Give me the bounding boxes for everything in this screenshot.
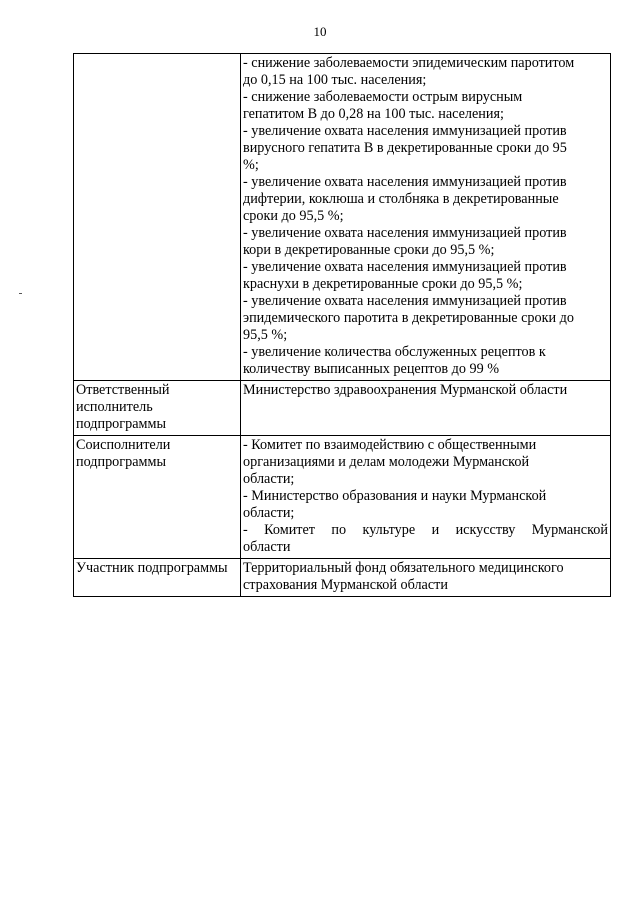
indicator-line: до 0,15 на 100 тыс. населения; <box>243 72 427 88</box>
indicator-line: вирусного гепатита В в декретированные сроки до 95 <box>243 140 567 156</box>
label-line: Соисполнители <box>76 437 171 453</box>
word: искусству <box>455 522 516 538</box>
table-row-participant <box>74 559 611 597</box>
subprogram-passport-table <box>73 53 611 597</box>
value-line: области; <box>243 471 295 487</box>
cell-indicators-value <box>241 54 611 381</box>
cell-indicators-label <box>74 54 241 381</box>
indicator-line: дифтерии, коклюша и столбняка в декретированные <box>243 191 559 207</box>
indicator-line: - снижение заболеваемости эпидемическим паротитом <box>243 55 575 71</box>
indicator-line: краснухи в декретированные сроки до 95,5 %; <box>243 276 523 292</box>
cell-participant-value <box>241 559 611 597</box>
indicator-line: эпидемического паротита в декретированные сроки до <box>243 310 574 326</box>
word: Мурманской <box>531 522 608 538</box>
label-line: Участник подпрограммы <box>76 560 228 576</box>
value-line: - Министерство образования и науки Мурманской <box>243 488 547 504</box>
indicator-line: - увеличение количества обслуженных рецептов к <box>243 344 546 360</box>
indicator-line: сроки до 95,5 %; <box>243 208 344 224</box>
word: культуре <box>362 522 416 538</box>
indicator-line: %; <box>243 157 259 173</box>
word: Комитет <box>264 522 315 538</box>
cell-coexecutors-value <box>241 436 611 559</box>
indicator-line: - увеличение охвата населения иммунизацией против <box>243 293 567 309</box>
scan-artifact <box>19 293 22 294</box>
value-line: Территориальный фонд обязательного медицинского <box>243 560 564 576</box>
indicator-line: - увеличение охвата населения иммунизацией против <box>243 174 567 190</box>
word: и <box>431 522 440 538</box>
table-row-coexecutors <box>74 436 611 559</box>
value-line: организациями и делам молодежи Мурманской <box>243 454 530 470</box>
value-line: области; <box>243 505 295 521</box>
indicator-line: гепатитом В до 0,28 на 100 тыс. населения; <box>243 106 504 122</box>
indicator-line: количеству выписанных рецептов до 99 % <box>243 361 500 377</box>
label-line: подпрограммы <box>76 416 166 432</box>
indicator-line: - увеличение охвата населения иммунизацией против <box>243 225 567 241</box>
indicator-line: - увеличение охвата населения иммунизацией против <box>243 259 567 275</box>
table-row-indicators <box>74 54 611 381</box>
value-line: области <box>243 539 291 555</box>
cell-responsible-label <box>74 381 241 436</box>
indicator-line: 95,5 %; <box>243 327 288 343</box>
page-number: 10 <box>313 24 327 39</box>
cell-coexecutors-label <box>74 436 241 559</box>
value-line: страхования Мурманской области <box>243 577 448 593</box>
justified-value-line <box>243 522 608 539</box>
table-row-responsible <box>74 381 611 436</box>
cell-responsible-value <box>241 381 611 436</box>
label-line: Ответственный <box>76 382 170 398</box>
value-line: Министерство здравоохранения Мурманской области <box>243 382 568 398</box>
cell-participant-label <box>74 559 241 597</box>
label-line: исполнитель <box>76 399 153 415</box>
indicator-line: - снижение заболеваемости острым вирусным <box>243 89 523 105</box>
word: - <box>243 522 248 538</box>
label-line: подпрограммы <box>76 454 166 470</box>
word: по <box>331 522 347 538</box>
value-line: - Комитет по взаимодействию с общественными <box>243 437 537 453</box>
indicator-line: - увеличение охвата населения иммунизацией против <box>243 123 567 139</box>
indicator-line: кори в декретированные сроки до 95,5 %; <box>243 242 495 258</box>
